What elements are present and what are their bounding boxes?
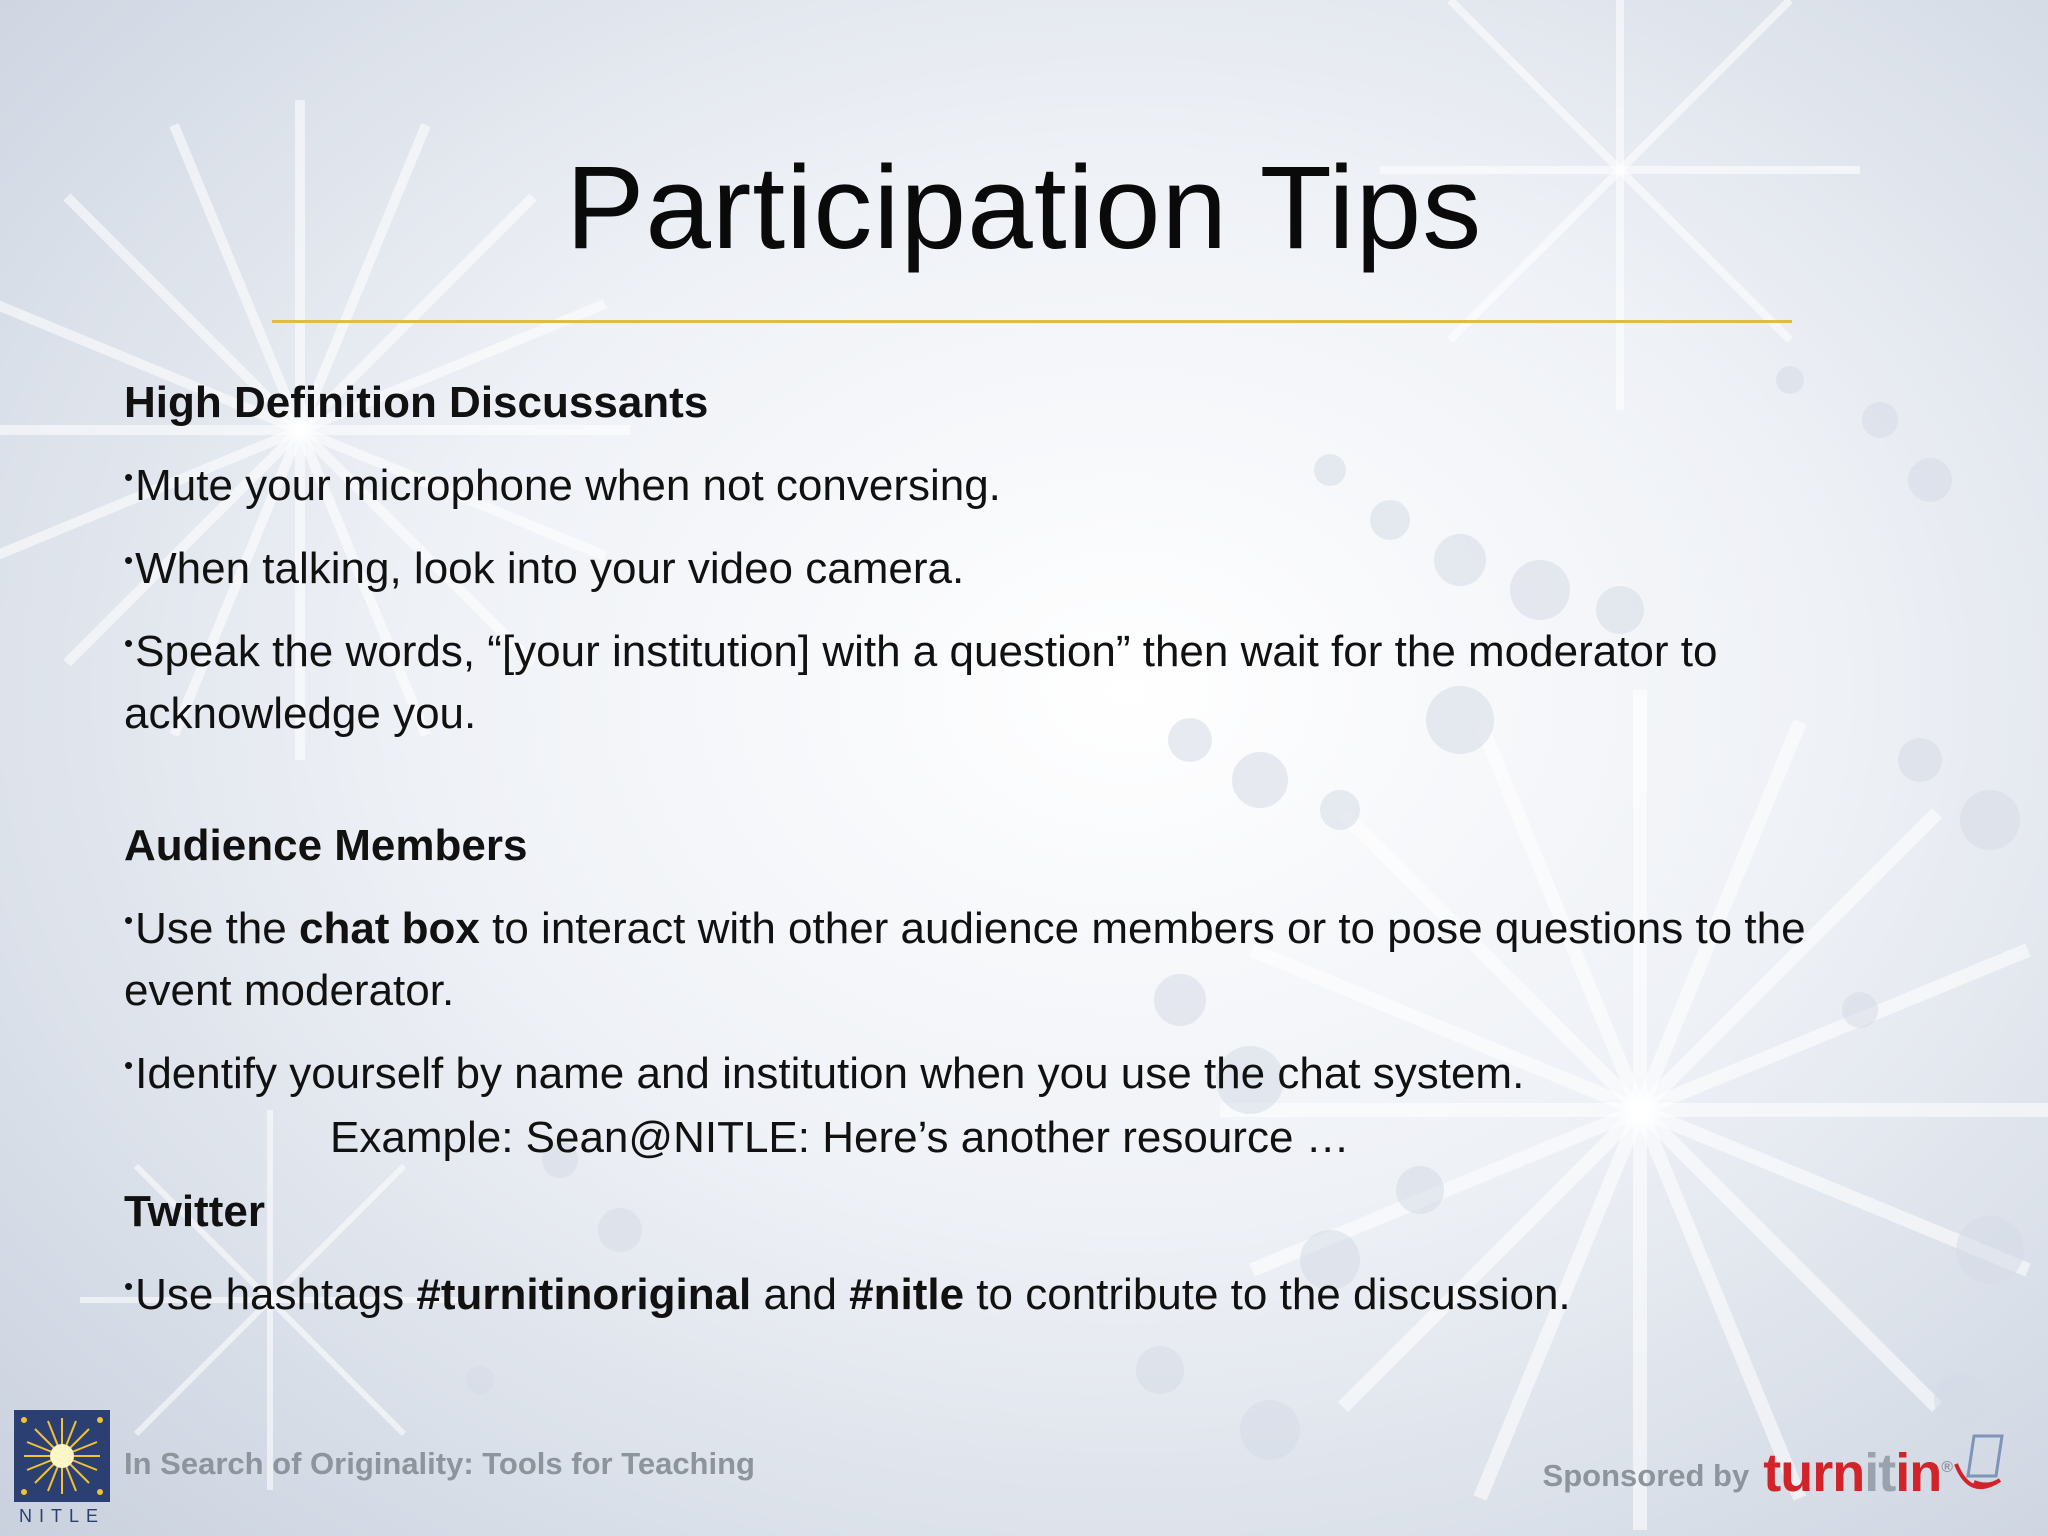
nitle-logo-wordmark: NITLE — [18, 1506, 105, 1526]
slide-content — [124, 372, 1924, 1338]
bullet-chat-box: •Use the chat box to interact with other audience members or to pose questions to the event moderator. — [124, 904, 1806, 1015]
bullet-glyph: • — [124, 545, 134, 575]
section-heading-twitter: Twitter — [124, 1187, 265, 1236]
turnitin-logo: turnitin® — [1763, 1443, 1952, 1503]
bullet-glyph: • — [124, 1050, 134, 1080]
registered-mark: ® — [1941, 1459, 1952, 1476]
slide-title: Participation Tips — [565, 142, 1483, 274]
section-heading-audience: Audience Members — [124, 821, 528, 870]
bullet-glyph: • — [124, 628, 134, 658]
bullet-glyph: • — [124, 1271, 134, 1301]
bullet-identify-yourself: •Identify yourself by name and institution when you use the chat system. — [124, 1049, 1525, 1098]
bullet-mute-microphone: •Mute your microphone when not conversing. — [124, 461, 1001, 510]
chat-example: Example: Sean@NITLE: Here’s another resource … — [330, 1113, 1350, 1162]
sponsor-label: Sponsored by — [1542, 1458, 1750, 1493]
sponsor-block — [1542, 1430, 2014, 1503]
bullet-speak-question: •Speak the words, “[your institution] with a question” then wait for the moderator to acknowledge you. — [124, 627, 1718, 738]
bullet-hashtags: •Use hashtags #turnitinoriginal and #nitle to contribute to the discussion. — [124, 1270, 1571, 1319]
bullet-glyph: • — [124, 905, 134, 935]
section-heading-discussants: High Definition Discussants — [124, 378, 709, 427]
event-title-footer: In Search of Originality: Tools for Teaching — [124, 1446, 755, 1481]
bullet-look-camera: •When talking, look into your video camera. — [124, 544, 965, 593]
bullet-glyph: • — [124, 462, 134, 492]
section-spacer — [124, 757, 1924, 815]
turnitin-swoosh-icon — [1952, 1430, 2014, 1500]
title-divider — [272, 320, 1792, 323]
